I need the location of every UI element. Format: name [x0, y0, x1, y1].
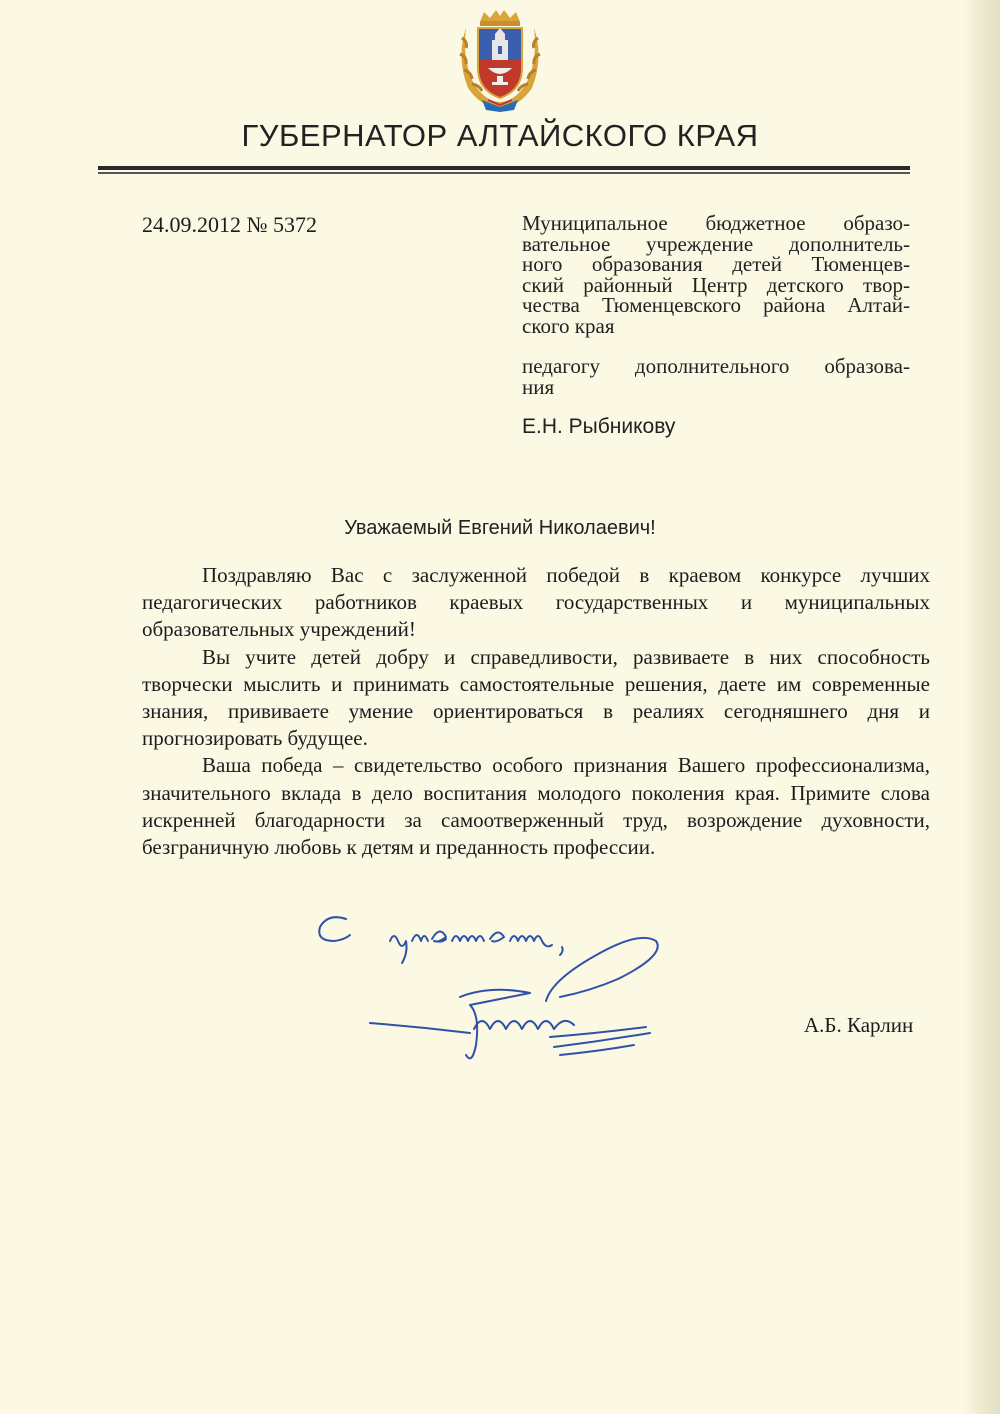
addressee-position-line: педагогу дополнительного образова- — [522, 354, 910, 378]
addressee-organization — [522, 213, 910, 336]
letter-paragraph: Поздравляю Вас с заслуженной победой в краевом конкурсе лучших педагогических работников краевых государственных и муниципальных образовательных учреждений! — [142, 563, 930, 642]
coat-of-arms-icon — [452, 8, 548, 112]
signature-scrawl — [370, 938, 658, 1058]
signer-name: А.Б. Карлин — [804, 1013, 914, 1037]
addressee-position — [522, 356, 910, 397]
addressee-organization-line: ский районный Центр детского твор- — [522, 272, 910, 297]
signature-closing-handwriting — [319, 917, 562, 963]
addressee-block — [522, 213, 910, 438]
addressee-organization-line: ского края — [522, 313, 615, 338]
header-title: ГУБЕРНАТОР АЛТАЙСКОГО КРАЯ — [241, 118, 759, 153]
addressee-organization-line: Муниципальное бюджетное образо- — [522, 211, 910, 235]
letter-greeting: Уважаемый Евгений Николаевич! — [344, 517, 656, 539]
addressee-position-line: ния — [522, 374, 555, 399]
document-reference: 24.09.2012 № 5372 — [142, 212, 317, 237]
header-rule-thin — [98, 172, 910, 174]
handwritten-signature — [300, 905, 680, 1080]
letter-paragraph: Вы учите детей добру и справедливости, развиваете в них способность творчески мыслить и принимать самостоятельные решения, даете им современные знания, прививаете умение ориентироваться в реалиях сегодняшнего дня и прогнозировать будущее. — [142, 644, 930, 751]
header-rule-thick — [98, 166, 910, 170]
page-edge-shadow — [964, 0, 1000, 1414]
addressee-organization-line: ного образования детей Тюменцев- — [522, 252, 910, 276]
addressee-organization-line: вательное учреждение дополнитель- — [522, 231, 910, 256]
letter-body — [142, 562, 930, 861]
addressee-organization-line: чества Тюменцевского района Алтай- — [522, 293, 910, 317]
letter-paragraph: Ваша победа – свидетельство особого признания Вашего профессионализма, значительного вклада в дело воспитания молодого поколения края. Примите слова искренней благодарности за самоотверженный труд, возрождение духовности, безграничную любовь к детям и преданность профессии. — [142, 753, 930, 860]
addressee-name: Е.Н. Рыбникову — [522, 415, 676, 438]
